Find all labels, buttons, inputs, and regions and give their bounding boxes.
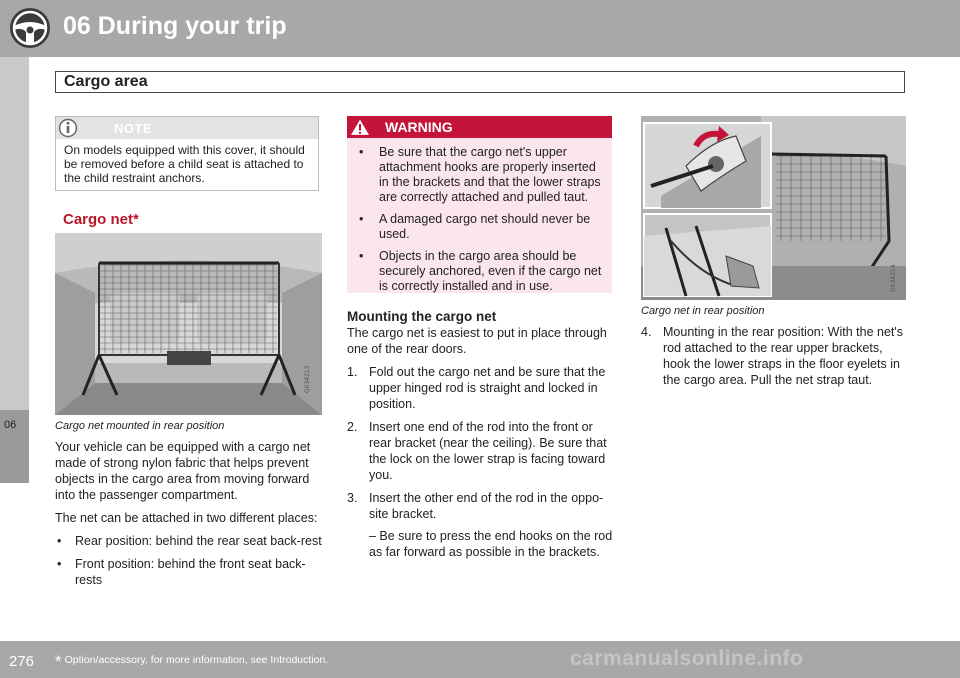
note-header <box>56 117 318 139</box>
rear-position-photo <box>641 116 906 300</box>
list-item: • Be sure that the cargo net's upper attachment hooks are properly inserted in the brackets and that the lower straps are correctly attached and pulled taut. <box>355 145 604 205</box>
step-text: Insert the other end of the rod in the oppo-site bracket. <box>369 491 604 521</box>
cargo-net-caption: Cargo net mounted in rear position <box>55 420 225 432</box>
rear-position-caption: Cargo net in rear position <box>641 305 765 317</box>
page-number: 276 <box>9 653 35 670</box>
image-ref-code: G034214 <box>890 264 897 292</box>
chapter-title: 06 During your trip <box>63 12 287 40</box>
list-item: • Objects in the cargo area should be securely anchored, even if the cargo net is correctly installed and in use. <box>355 249 604 294</box>
step-number: 4. <box>641 325 652 339</box>
warning-label: WARNING <box>385 119 453 135</box>
warning-triangle-icon <box>349 117 371 137</box>
attachment-positions-list <box>55 533 323 595</box>
list-item: • A damaged cargo net should never be used. <box>355 212 604 242</box>
list-item <box>347 490 617 560</box>
cargo-net-paragraph-2: The net can be attached in two different places: <box>55 511 318 525</box>
step-sub-note: – Be sure to press the end hooks on the rod as far forward as possible in the brackets. <box>369 529 613 559</box>
note-text: On models equipped with this cover, it should be removed before a child seat is attached to the child restraint anchors. <box>64 143 305 185</box>
warning-header <box>347 116 612 138</box>
cargo-net-photo <box>55 233 322 415</box>
step-text: Mounting in the rear position: With the net's rod attached to the rear upper brackets, hook the lower straps in the floor eyelets in the cargo area. Pull the net strap taut. <box>663 325 904 387</box>
chapter-tab-label: 06 <box>4 419 17 431</box>
list-item: • Front position: behind the front seat back-rests <box>55 556 323 588</box>
warning-box <box>347 116 612 293</box>
cargo-net-paragraph-1: Your vehicle can be equipped with a cargo net made of strong nylon fabric that helps prevent objects in the cargo area from moving forward into the passenger compartment. <box>55 440 311 502</box>
mounting-intro: The cargo net is easiest to put in place through one of the rear doors. <box>347 326 607 356</box>
section-bar <box>55 71 905 93</box>
list-item <box>347 419 617 483</box>
footnote-text: Option/accessory, for more information, see Introduction. <box>64 654 329 666</box>
step-text: Insert one end of the rod into the front or rear bracket (near the ceiling). Be sure that the lock on the lower strap is facing toward you. <box>369 420 607 482</box>
list-item <box>347 364 617 412</box>
mounting-steps <box>347 364 617 567</box>
mounting-heading: Mounting the cargo net <box>347 309 497 324</box>
steering-wheel-icon <box>8 6 52 50</box>
rear-position-illustration <box>641 116 906 300</box>
list-item: • Rear position: behind the rear seat back-rest <box>55 533 323 549</box>
section-title: Cargo area <box>64 73 148 90</box>
footnote <box>55 652 328 672</box>
cargo-net-heading: Cargo net* <box>63 211 139 228</box>
footnote-star: * <box>55 652 62 671</box>
cargo-net-illustration <box>55 233 322 415</box>
step-number: 3. <box>347 491 358 505</box>
mounting-steps-continued <box>641 324 911 395</box>
note-box <box>55 116 319 191</box>
watermark: carmanualsonline.info <box>570 647 804 670</box>
info-icon <box>58 118 78 138</box>
image-ref-code: G034213 <box>304 365 311 393</box>
step-text: Fold out the cargo net and be sure that the upper hinged rod is straight and locked in position. <box>369 365 606 411</box>
warning-list <box>347 138 612 294</box>
list-item <box>641 324 911 388</box>
note-label: NOTE <box>114 121 153 136</box>
step-number: 2. <box>347 420 358 434</box>
step-number: 1. <box>347 365 358 379</box>
